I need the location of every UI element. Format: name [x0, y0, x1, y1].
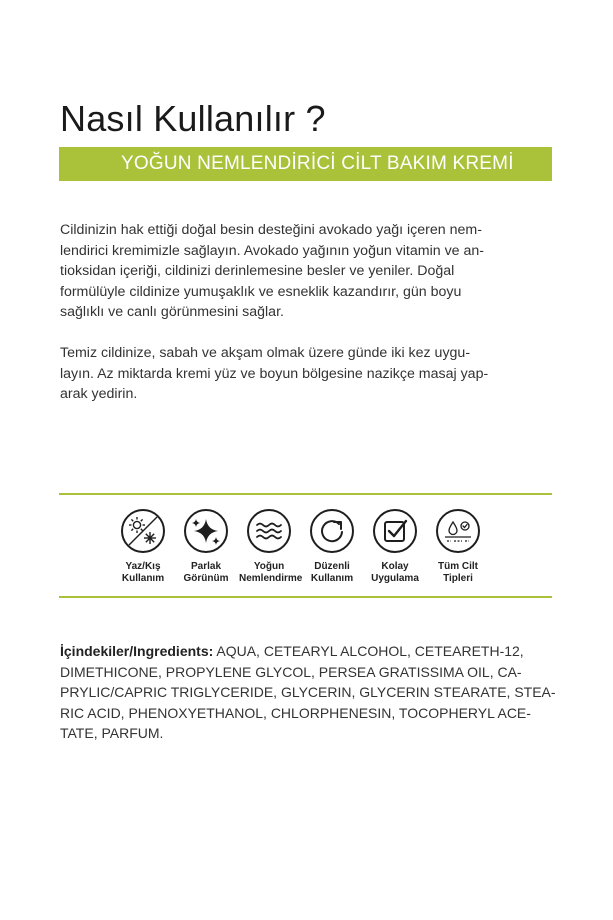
- water-waves-icon: [247, 509, 291, 553]
- text-line: layın. Az miktarda kremi yüz ve boyun bölgesine nazikçe masaj yap-: [60, 365, 489, 382]
- ingredients-block: [60, 641, 556, 744]
- feature-label-line: Yoğun: [253, 561, 285, 572]
- feature-parlak: [176, 509, 236, 584]
- feature-label-line: Düzenli: [314, 561, 350, 572]
- text-line: DIMETHICONE, PROPYLENE GLYCOL, PERSEA GRATISSIMA OIL, CA-: [60, 663, 522, 680]
- feature-label: [113, 561, 173, 584]
- feature-kolay: [365, 509, 425, 584]
- feature-label: [302, 561, 362, 584]
- feature-label: [239, 561, 303, 584]
- text-line: formülüyle cildinize yumuşaklık ve esneklik kazandırır, gün boyu: [60, 283, 462, 300]
- ingredients-label: İçindekiler/Ingredients:: [60, 643, 214, 659]
- feature-label-line: Kullanım: [310, 572, 354, 584]
- drop-skin-check-icon: [436, 509, 480, 553]
- feature-label-line: Görünüm: [183, 572, 229, 584]
- feature-label-line: Tüm Cilt: [438, 561, 478, 572]
- feature-label-line: Uygulama: [371, 572, 419, 584]
- text-line: PRYLIC/CAPRIC TRIGLYCERIDE, GLYCERIN, GLYCERIN STEARATE, STEA-: [60, 684, 556, 700]
- feature-label-line: Parlak: [190, 561, 222, 572]
- feature-label-line: Tipleri: [443, 572, 473, 584]
- text-line: RIC ACID, PHENOXYETHANOL, CHLORPHENESIN, TOCOPHERYL ACE-: [60, 704, 531, 721]
- text-line: sağlıklı ve canlı görünmesini sağlar.: [60, 304, 284, 320]
- feature-label-line: Kolay: [381, 561, 409, 572]
- product-name: YOĞUN NEMLENDİRİCİ CİLT BAKIM KREMİ: [121, 153, 514, 174]
- feature-tum-cilt: [428, 509, 488, 584]
- ingredients-text: AQUA, CETEARYL ALCOHOL, CETEARETH-12,: [213, 643, 524, 659]
- text-line: Temiz cildinize, sabah ve akşam olmak üzere günde iki kez uygu-: [60, 345, 471, 361]
- text-line: tioksidan içeriği, cildinizi derinlemesine besler ve yeniler. Doğal: [60, 263, 455, 279]
- sparkle-icon: [184, 509, 228, 553]
- text-line: TATE, PARFUM.: [60, 725, 164, 741]
- text-line: lendirici kremimizle sağlayın. Avokado yağının yoğun vitamin ve an-: [60, 242, 484, 259]
- feature-duzenli: [302, 509, 362, 584]
- usage-paragraph: [60, 343, 552, 405]
- description-paragraph: [60, 220, 552, 323]
- page-title: Nasıl Kullanılır ?: [60, 98, 326, 139]
- feature-label-line: Nemlendirme: [239, 572, 303, 584]
- divider-bottom: [59, 596, 552, 598]
- text-line: arak yedirin.: [60, 386, 138, 402]
- feature-label: [176, 561, 236, 584]
- text-line: [60, 641, 552, 662]
- feature-label: [365, 561, 425, 584]
- text-line: Cildinizin hak ettiği doğal besin desteğini avokado yağı içeren nem-: [60, 222, 482, 238]
- feature-label: [428, 561, 488, 584]
- feature-yogun: [239, 509, 303, 584]
- sun-snowflake-icon: [121, 509, 165, 553]
- feature-label-line: Yaz/Kış: [125, 561, 161, 572]
- checkbox-icon: [373, 509, 417, 553]
- feature-yaz-kis: [113, 509, 173, 584]
- divider-top: [59, 493, 552, 495]
- product-name-banner: [59, 147, 552, 181]
- feature-label-line: Kullanım: [121, 572, 165, 584]
- circular-arrow-icon: [310, 509, 354, 553]
- feature-icons-row: [113, 509, 503, 587]
